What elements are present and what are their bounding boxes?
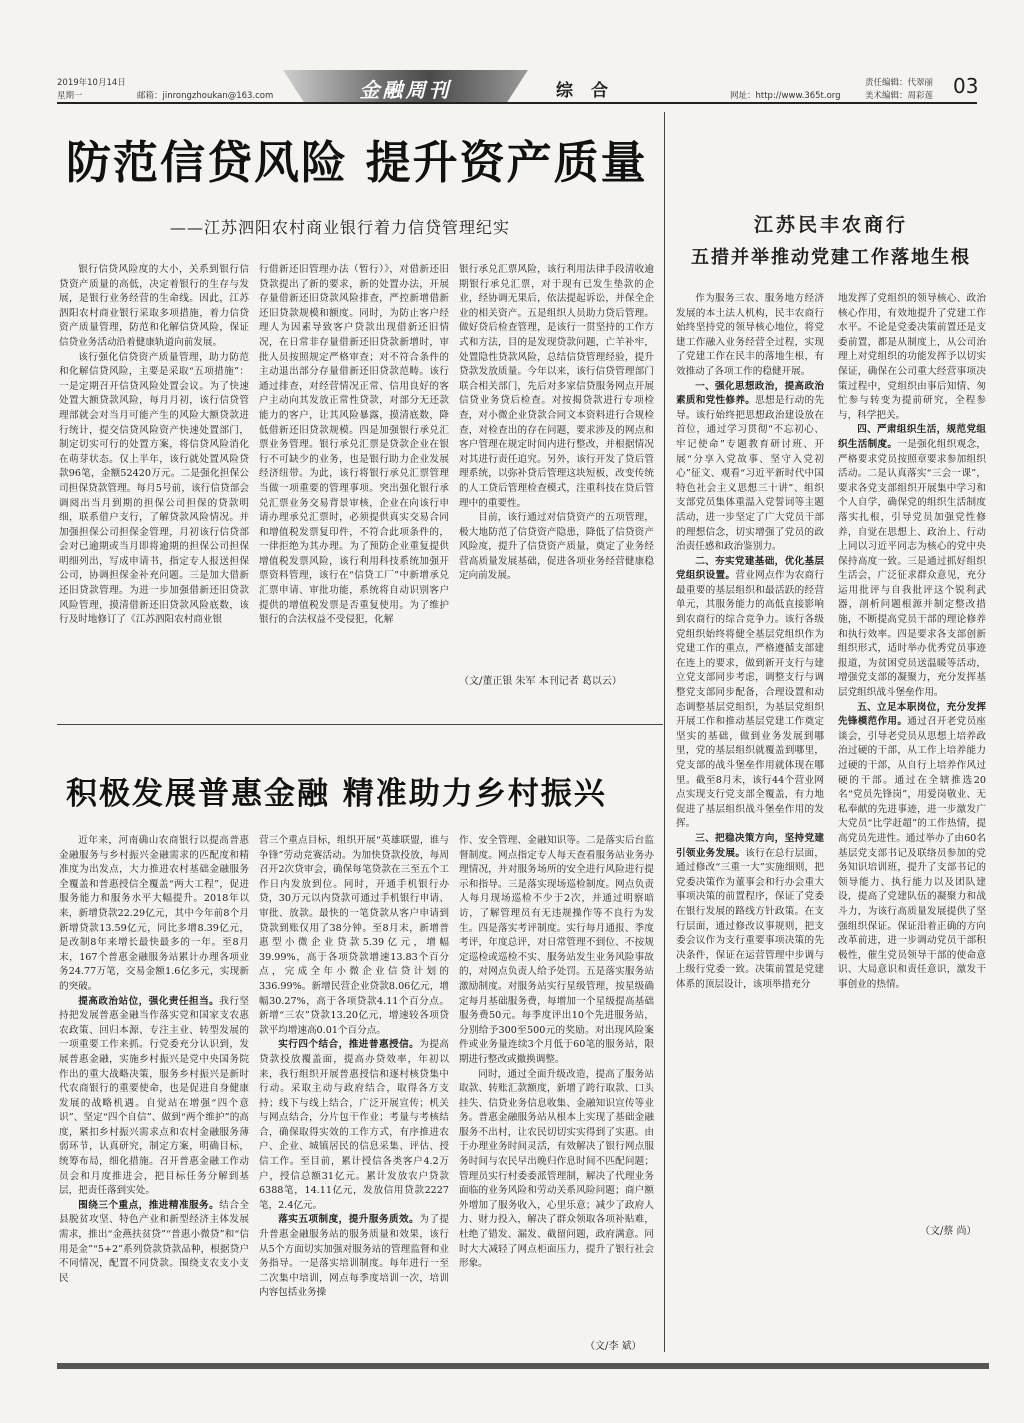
art-editor-credit: 美术编辑：周彩莲 bbox=[865, 91, 934, 101]
issue-date: 2019年10月14日 bbox=[57, 78, 126, 88]
editor-credit: 责任编辑：代翠丽 bbox=[865, 78, 934, 88]
section-name: 综合 bbox=[556, 81, 626, 101]
article3-column-1 bbox=[676, 292, 824, 1352]
article2-paragraph: 围绕三个重点，推进精准服务。结合全县脱贫攻坚、特色产业和新型经济主体发展需求，推出“金燕扶贫贷”“普惠小微贷”和“信用是金”“5+2”系列贷款贷款品种，根据贷户不同情况，配置不同贷款。围绕支农支小支民 bbox=[59, 1199, 249, 1284]
article3-paragraph: 五、立足本职岗位，充分发挥先锋模范作用。通过召开老党员座谈会，引导老党员从思想上培养政治过硬的干部，从工作上培养能力过硬的干部，从自行上培养作风过硬的干部。通过在全辖推选20名“党员先锋岗”，用爱岗敬业、无私奉献的先进事迹，进一步激发广大党员“比学赶超”的工作热情，提高党员先进性。通过举办了由60名基层党支部书记及联络员参加的党务知识培训班，提升了支部书记的领导能力、执行能力以及团队建设，提高了党建队伍的凝聚力和战斗力，为该行高质量发展提供了坚强组织保证。保证沿着正确的方向改革前进，进一步调动党员干部积极性，催生党员领导干部的使命意识、大局意识和责任意识，激发干事创业的热情。 bbox=[838, 701, 986, 990]
article1-paragraph: 该行强化信贷资产质量管理，助力防范和化解信贷风险，主要是采取“五项措施”：一是定期召开信贷风险处置会议。为了快速处置大额贷款风险，每月月初，该行信贷管理部就会对当月可能产生的风险大额贷款进行统计，提交信贷风险资产快速处置部门，制定切实可行的处置方案，将信贷风险消化在萌芽状态。仅上半年，该行就处置风险贷款96笔，金额52420万元。二是强化担保公司担保贷款管理。每月5号前，该行信贷部会调阅出当月到期的担保公司担保的贷款明细，联系借户支行，了解贷款风险情况。并加强担保公司担保金管理，月初该行信贷部会对已逾期或当月即将逾期的担保公司担保明细列出，写成申请书，指定专人报送担保公司，协调担保金补充问题。三是加大借新还旧贷款管理。为进一步加强借新还旧贷款风险管理，摸清借新还旧贷款风险底数，该行及时地修订了《江苏泗阳农村商业银 bbox=[59, 351, 249, 626]
article1-paragraph: 银行承兑汇票风险，该行利用法律手段清收逾期银行承兑汇票，对于现有已发生垫款的企业，经协调无果后，依法提起诉讼，并保全企业的相关资产。五是组织人员助力贷后管理。做好贷后检查管理，是该行一贯坚持的工作方式和方法，目的是发现贷款问题，亡羊补牢，处置隐性贷款风险，总结信贷管理经验，提升贷款发放质量。今年以来，该行信贷管理部门联合相关部门，先后对多家信贷服务网点开展信贷业务贷后检查。对按揭贷款进行专项检查，对小微企业贷款合同文本资料进行合规检查，对检查出的存在问题，要求涉及的网点和客户管理在规定时间内进行整改，并根据情况对其进行责任追究。另外，该行开发了贷后管理系统，以弥补贷后管理这块短板，改变传统的人工贷后管理检查模式，注重科技在贷后管理中的重要性。 bbox=[459, 264, 654, 509]
article2-column-1 bbox=[59, 834, 249, 1354]
article2-paragraph: 提高政治站位，强化责任担当。我行坚持把发展普惠金融当作落实党和国家支农惠农政策、回归本源、专注主业、转型发展的一项重要工作来抓。行党委充分认识到，发展普惠金融，实施乡村振兴是党中央国务院作出的重大战略决策，服务乡村振兴是新时代农商银行的重要使命，也是促进自身健康发展的战略机遇。自觉站在增强“四个意识”、坚定“四个自信”、做到“两个维护”的高度，紧扣乡村振兴需求点和农村金融服务薄弱环节，认真研究，制定方案，明确目标，统筹布局，细化措施。召开普惠金融工作动员会和月度推进会，把目标任务分解到基层，把责任落到实处。 bbox=[59, 995, 249, 1197]
masthead-rule bbox=[57, 102, 977, 104]
article2-paragraph: 同时，通过全面升级改造，提高了服务站取款、转账汇款额度，新增了跨行取款、口头挂失、信贷业务信息收集、金融知识宣传等业务。普惠金融服务站从根本上实现了基础金融服务不出村，让农民切切实实得到了实惠。由于办理业务时间灵活，有效解决了银行网点服务时间与农民早出晚归作息时间不匹配问题；管理员实行村委委派管理制，解决了代理业务面临的业务风险和劳动关系风险问题；商户额外增加了服务收入，心里乐意；减少了政府人力、财力投入，解决了群众领取各项补贴难，杜绝了错发、漏发、截留问题，政府满意。同时大大减轻了网点柜面压力，提升了银行社会形象。 bbox=[459, 1068, 654, 1270]
article2-column-2 bbox=[259, 834, 449, 1354]
issue-weekday: 星期一 bbox=[57, 91, 83, 101]
article1-column-1 bbox=[59, 263, 249, 723]
article1-subtitle: ——江苏泗阳农村商业银行着力信贷管理纪实 bbox=[170, 218, 511, 237]
article3-byline: （文/蔡 尚） bbox=[920, 1226, 977, 1237]
article1-paragraph: 目前，该行通过对信贷资产的五项管理，极大地防范了信贷资产隐患，降低了信贷资产风险度，提升了信贷资产质量，奠定了业务经营高质量发展基础，促进各项业务经营健康稳定向前发展。 bbox=[459, 512, 654, 582]
article2-paragraph: 营三个重点目标，组织开展“英雄联盟，谁与争锋”劳动竞赛活动。为加快贷款投放，每周召开2次贷审会，确保每笔贷款在三至五个工作日内发放到位。同时，开通手机银行办贷，30万元以内贷款可通过手机银行申请、审批、放款。最快的一笔贷款从客户申请到贷款到账仅用了38分钟。至8月末，新增普惠型小微企业贷款5.39亿元，增幅39.99%，高于各项贷款增速13.83个百分点，完成全年小微企业信贷计划的336.99%。新增民营企业贷款8.06亿元，增幅30.27%，高于各项贷款4.11个百分点。新增“三农”贷款13.20亿元，增速较各项贷款平均增速高0.01个百分点。 bbox=[259, 835, 449, 1036]
article1-column-3 bbox=[459, 263, 654, 643]
email-address: 邮箱：jinrongzhoukan@163.com bbox=[137, 91, 274, 101]
paper-name: 金融周刊 bbox=[359, 78, 452, 102]
article2-paragraph: 作、安全管理、金融知识等。二是落实后台监督制度。网点指定专人每天查看服务站业务办理情况，并对服务场所的安全进行风险进行提示和指导。三是落实现场巡检制度。网点负责人每月现场巡检不少于2次，并通过明察暗访，了解管理员有无违规操作等不良行为发生。四是落实考评制度。实行每月通报、季度考评，年度总评，对日常管理不到位、不按规定巡检或巡检不实、服务站发生业务风险事故的，对网点负责人给予处罚。五是落实服务站激励制度。对服务站实行星级管理，按星级确定每月基础服务费，每增加一个星级提高基础服务费50元。每季度评出10个先进服务站，分别给予300至500元的奖励。对出现风险案件或业务量连续3个月低于60笔的服务站，限期进行整改或撤换调整。 bbox=[459, 835, 654, 1065]
page-bottom-rule bbox=[57, 1363, 989, 1369]
website-url: 网址：http://www.365t.org bbox=[730, 91, 841, 101]
article3-column-2 bbox=[838, 292, 986, 1217]
article2-paragraph: 落实五项制度，提升服务质效。为了提升普惠金融服务站的服务质量和效果，该行从5个方面切实加强对服务站的管理监督和业务指导。一是落实培训制度。每年进行一至二次集中培训，网点每季度培训一次，培训内容包括业务操 bbox=[259, 1214, 449, 1299]
article1-byline: （文/董正银 朱军 本刊记者 葛以云） bbox=[459, 676, 622, 687]
article2-column-3 bbox=[459, 834, 654, 1334]
article3-paragraph: 作为服务三农、服务地方经济发展的本土法人机构，民丰农商行始终坚持党的领导核心地位，将党建工作融入业务经营全过程，实现了党建工作在民丰的落地生根，有效推动了各项工作的稳健开展。 bbox=[676, 293, 824, 377]
article3-paragraph: 四、严肃组织生活，规范党组织生活制度。一是强化组织观念，严格要求党员按照章要求参加组织活动。二是认真落实“三会一课”，要求各党支部组织开展集中学习和个人自学，确保党的组织生活制度落实扎根，引导党员加强党性修养，自觉在思想上、政治上、行动上同以习近平同志为核心的党中央保持高度一致。三是通过抓好组织生活会，广泛征求群众意见，充分运用批评与自我批评这个锐利武器，剖析问题根源并制定整改措施，不断提高党员干部的理论修养和执行效率。四是要求各支部创新组织形式，适时举办优秀党员事迹报道，为贫困党员送温暖等活动，增强党支部的凝聚力，充分发挥基层党组织战斗堡垒作用。 bbox=[838, 424, 986, 699]
article2-paragraph: 实行四个结合，推进普惠授信。为提高贷款投放覆盖面，提高办贷效率，年初以来，我行组织开展普惠授信和逐村核贷集中行动。采取主动与政府结合，取得各方支持；线下与线上结合，广泛开展宣传；机关与网点结合，分片包干作业；考量与考核结合，确保取得实效的工作方式，有序推进农户、企业、城镇居民的信息采集、评估、授信工作。至目前，累计授信各类客户4.2万户，授信总额31亿元。累计发放农户贷款6388笔，14.11亿元，发放信用贷款2227笔，2.4亿元。 bbox=[259, 1039, 449, 1211]
article1-paragraph: 行借新还旧管理办法（暂行）》，对借新还旧贷款提出了新的要求，新的处置办法，开展存量借新还旧贷款风险排查，严控新增借新还旧贷款规模和额度。同时，为防止客户经理人为因素导致客户贷款出现借新还旧情况，在日常非存量借新还旧贷款新增时，审批人员按照规定严格审查；对不符合条件的主动退出部分存量借新还旧贷款范畴。该行通过排查，对经营情况正常、信用良好的客户主动向其发放正常性贷款，对部分无还款能力的客户，让其风险暴露，摸清底数，降低借新还旧贷款规模。四是加强银行承兑汇票业务管理。银行承兑汇票是贷款企业在银行不可缺少的业务，也是银行助力企业发展经济纽带。为此，该行将银行承兑汇票管理当做一项重要的管理事项。突出强化银行承兑汇票业务交易背景审核，企业在向该行申请办理承兑汇票时，必须提供真实交易合同和增值税发票复印件，不符合此项条件的，一律拒绝为其办理。为了预防企业重复提供增值税发票风险，该行利用科技系统加强开票资料管理，该行在“信贷工厂”中新增承兑汇票申请、审批功能，系统将自动识别客户提供的增值税发票是否重复使用。为了维护银行的合法权益不受侵犯，化解 bbox=[259, 264, 449, 626]
article3-title-line1: 江苏民丰农商行 bbox=[753, 214, 908, 236]
article3-paragraph: 三、把稳决策方向，坚持党建引领业务发展。该行在总行层面，通过修改“三重一大”实施细则，把党委决策作为董事会和行办会重大事项决策的前置程序，保证了党委在银行发展的路线方针政策。在支行层面，通过修改议事规则，把支委会议作为支行重要事项决策的先决条件，保证在运营管理中步调与上级行党委一致。决策前置是党建体系的顶层设计，该项举措充分 bbox=[676, 832, 824, 990]
article3-paragraph: 一、强化思想政治，提高政治素质和党性修养。思想是行动的先导。该行始终把思想政治建设放在首位，通过学习贯彻“不忘初心、牢记使命”专题教育研讨班、开展“分享入党故事、坚守入党初心”征文、观看“习近平新时代中国特色社会主义思想三十讲”、组织支部党员集体重温入党誓词等主题活动，进一步坚定了广大党员干部的理想信念，切实增强了党员的政治责任感和政治鉴别力。 bbox=[676, 380, 824, 553]
article1-title: 防范信贷风险 提升资产质量 bbox=[66, 136, 648, 189]
column-divider-right bbox=[664, 112, 665, 1352]
article2-byline: （文/李 斌） bbox=[585, 1341, 642, 1352]
page-number: 03 bbox=[953, 74, 979, 98]
article2-paragraph: 近年来，河南确山农商银行以提高普惠金融服务与乡村振兴金融需求的匹配度和精准度为出发点，大力推进农村基础金融服务全覆盖和普惠授信全覆盖“两大工程”，促进服务能力和服务水平大幅提升。2018年以来，新增贷款22.29亿元，其中今年前8个月新增贷款13.59亿元，同比多增8.39亿元，是改制8年来增长最快最多的一年。至8月末，167个普惠金融服务站累计办理各项业务24.77万笔，交易金额1.6亿多元，实现新的突破。 bbox=[59, 835, 249, 992]
article3-paragraph: 地发挥了党组织的领导核心、政治核心作用，有效地提升了党建工作水平。不论是党委决策前置还是支委前置，都是从制度上，从公司治理上对党组织的功能发挥予以切实保证，确保在公司重大经营事项决策过程中，党组织由事后知情、匆忙参与转变为提前研究，全程参与，科学把关。 bbox=[838, 293, 986, 421]
article3-paragraph: 二、夯实党建基础，优化基层党组织设置。营业网点作为农商行最重要的基层组织和最活跃的经营单元，其服务能力的高低直接影响到农商行的综合竞争力。该行各级党组织始终将健全基层党组织作为党建工作的重点，严格遵循支部建在连上的要求，做到新开支行与建立党支部同步考虑，调整支行与调整党支部同步配备，合理设置和动态调整基层党组织，为基层党组织开展工作和推动基层党建工作奠定坚实的基础，做到业务发展到哪里，党的基层组织就覆盖到哪里，党支部的战斗堡垒作用就体现在哪里。截至8月末，该行44个营业网点实现支行党支部全覆盖，有力地促进了基层组织战斗堡垒作用的发挥。 bbox=[676, 555, 824, 830]
article2-title: 积极发展普惠金融 精准助力乡村振兴 bbox=[66, 776, 607, 812]
article1-paragraph: 银行信贷风险度的大小，关系到银行信贷资产质量的高低，决定着银行的生存与发展，是银行业务经营的生命线。因此，江苏泗阳农村商业银行采取多项措施，着力信贷资产质量管理，防范和化解信贷风险，保证信贷业务活动沿着健康轨道向前发展。 bbox=[59, 264, 249, 348]
article1-column-2 bbox=[259, 263, 449, 723]
article-divider bbox=[57, 724, 663, 725]
article3-title-line2: 五措并举推动党建工作落地生根 bbox=[691, 247, 971, 268]
